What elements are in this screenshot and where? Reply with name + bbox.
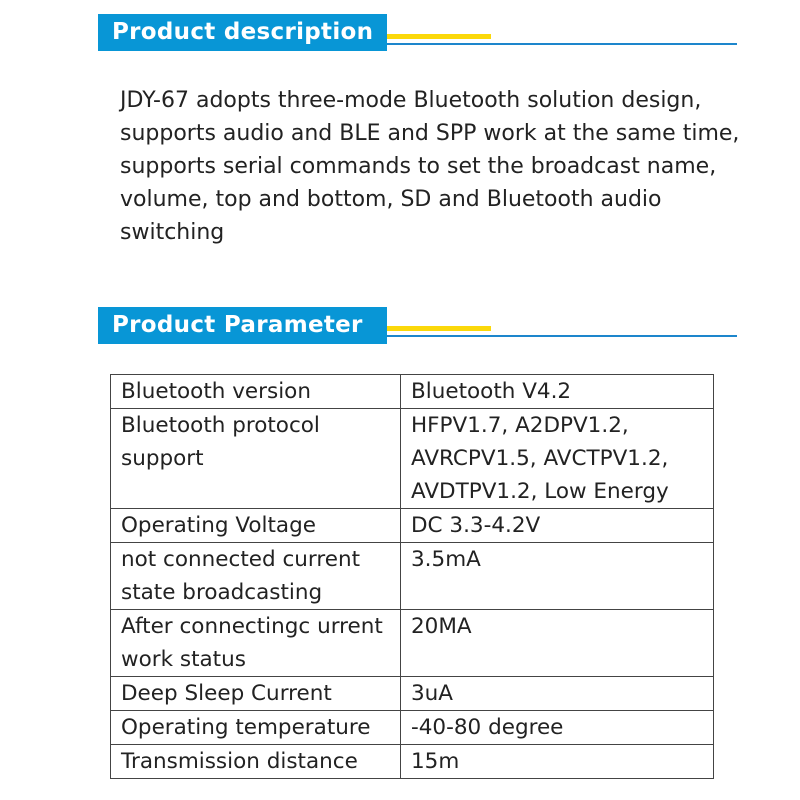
param-value-line: Bluetooth V4.2: [411, 379, 572, 404]
param-value: [401, 409, 714, 509]
param-key: [111, 509, 401, 543]
table-row: [111, 543, 714, 610]
heading-accent-bar: [387, 34, 491, 39]
param-value-line: -40-80 degree: [411, 715, 564, 740]
product-description-text: [120, 84, 760, 249]
param-value: [401, 745, 714, 779]
param-key: [111, 543, 401, 610]
product-description-heading: Product description: [98, 14, 387, 51]
param-key-line: Operating Voltage: [121, 513, 316, 538]
param-value-line: 20MA: [411, 614, 472, 639]
param-key-line: Operating temperature: [121, 715, 371, 740]
table-row: [111, 610, 714, 677]
param-value-line: DC 3.3-4.2V: [411, 513, 541, 538]
table-row: [111, 509, 714, 543]
param-key-line: work status: [121, 647, 246, 672]
param-key-line: support: [121, 446, 204, 471]
description-line: volume, top and bottom, SD and Bluetooth audio: [120, 187, 662, 212]
parameter-table: [110, 374, 714, 779]
param-key: [111, 610, 401, 677]
table-row: [111, 745, 714, 779]
param-value-line: HFPV1.7, A2DPV1.2,: [411, 413, 629, 438]
table-row: [111, 375, 714, 409]
param-key: [111, 409, 401, 509]
product-parameter-heading: Product Parameter: [98, 307, 387, 344]
param-key-line: not connected current: [121, 547, 361, 572]
description-line: supports audio and BLE and SPP work at the same time,: [120, 121, 740, 146]
param-value-line: AVDTPV1.2, Low Energy: [411, 479, 669, 504]
param-value: [401, 610, 714, 677]
param-key-line: Deep Sleep Current: [121, 681, 332, 706]
param-key: [111, 677, 401, 711]
param-value: [401, 677, 714, 711]
heading-divider: [387, 335, 737, 337]
param-value: [401, 711, 714, 745]
param-value-line: 3uA: [411, 681, 454, 706]
param-key-line: After connectingc urrent: [121, 614, 383, 639]
param-value-line: 3.5mA: [411, 547, 481, 572]
param-key-line: Bluetooth protocol: [121, 413, 320, 438]
description-line: switching: [120, 220, 225, 245]
heading-divider: [387, 43, 737, 45]
param-value-line: AVRCPV1.5, AVCTPV1.2,: [411, 446, 669, 471]
param-key: [111, 375, 401, 409]
param-value-line: 15m: [411, 749, 460, 774]
param-value: [401, 509, 714, 543]
param-value: [401, 543, 714, 610]
description-line: supports serial commands to set the broadcast name,: [120, 154, 717, 179]
param-key-line: Bluetooth version: [121, 379, 311, 404]
table-row: [111, 677, 714, 711]
table-row: [111, 409, 714, 509]
description-line: JDY-67 adopts three-mode Bluetooth solution design,: [120, 88, 702, 113]
table-row: [111, 711, 714, 745]
param-key-line: state broadcasting: [121, 580, 323, 605]
param-key: [111, 745, 401, 779]
param-value: [401, 375, 714, 409]
param-key-line: Transmission distance: [121, 749, 358, 774]
heading-accent-bar: [387, 326, 491, 331]
param-key: [111, 711, 401, 745]
